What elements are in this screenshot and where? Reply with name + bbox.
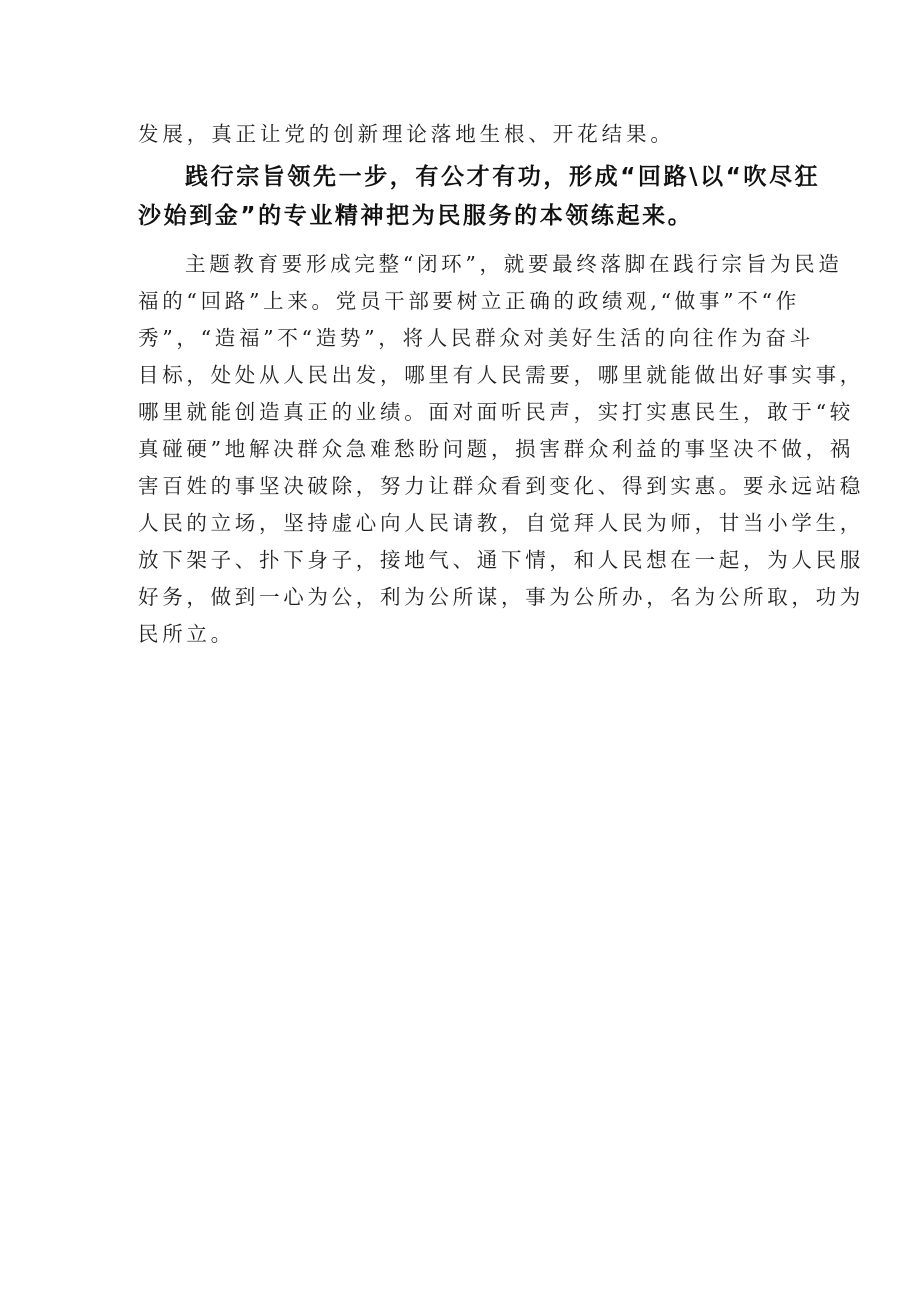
text-line: 好务，做到一心为公，利为公所谋，事为公所办，名为公所取，功为	[138, 585, 864, 609]
text-line: 主题教育要形成完整“闭环”，就要最终落脚在践行宗旨为民造	[185, 252, 843, 276]
text-line: 民所立。	[138, 622, 235, 646]
text-line: 真碰硬”地解决群众急难愁盼问题，损害群众利益的事坚决不做，祸	[138, 437, 854, 461]
text-line: 发展，真正让党的创新理论落地生根、开花结果。	[138, 122, 675, 146]
text-line: 害百姓的事坚决破除，努力让群众看到变化、得到实惠。要永远站稳	[138, 474, 864, 498]
text-line: 人民的立场，坚持虚心向人民请教，自觉拜人民为师，甘当小学生，	[138, 511, 864, 535]
section-heading	[138, 158, 821, 236]
text-line: 哪里就能创造真正的业绩。面对面听民声，实打实惠民生，敢于“较	[138, 400, 854, 424]
text-line: 福的“回路”上来。党员干部要树立正确的政绩观,“做事”不“作	[138, 289, 800, 313]
heading-line: 践行宗旨领先一步，有公才有功，形成“回路\以“吹尽狂	[185, 164, 821, 190]
text-line: 目标，处处从人民出发，哪里有人民需要，哪里就能做出好事实事，	[138, 363, 864, 387]
text-line: 放下架子、扑下身子，接地气、通下情，和人民想在一起，为人民服	[138, 548, 864, 572]
heading-line: 沙始到金”的专业精神把为民服务的本领练起来。	[138, 203, 694, 229]
paragraph-continuation	[138, 116, 798, 153]
text-line: 秀”，“造福”不“造势”，将人民群众对美好生活的向往作为奋斗	[138, 326, 814, 350]
body-paragraph	[138, 246, 864, 653]
